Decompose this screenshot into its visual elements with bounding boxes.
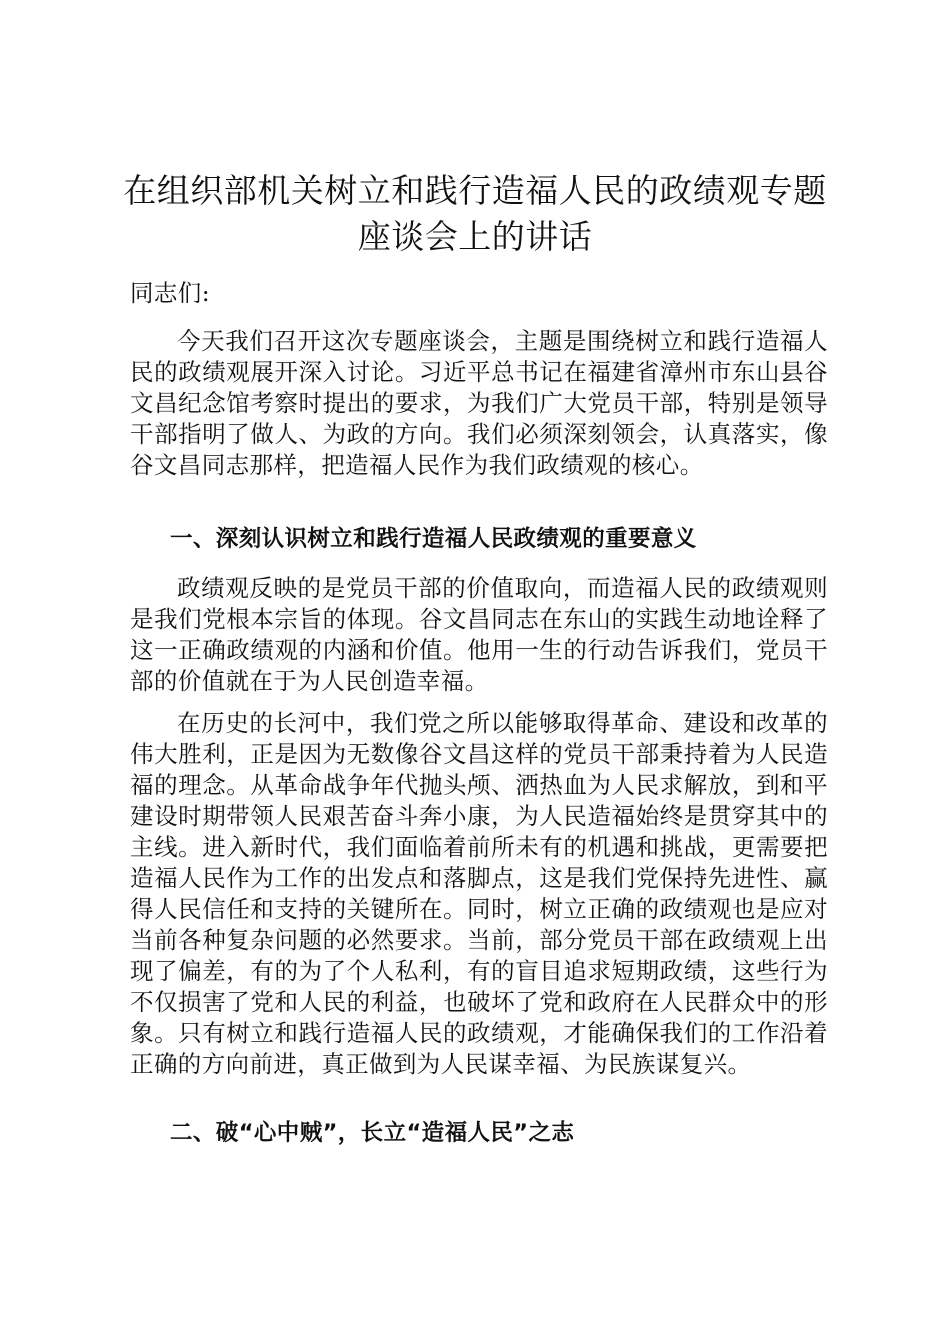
section-heading-1: 一、深刻认识树立和践行造福人民政绩观的重要意义 bbox=[170, 526, 697, 552]
section-heading-2: 二、破“心中贼”，长立“造福人民”之志 bbox=[170, 1120, 575, 1146]
salutation: 同志们: bbox=[130, 279, 211, 307]
document-title: 在组织部机关树立和践行造福人民的政绩观专题座谈会上的讲话 bbox=[123, 171, 827, 256]
paragraph-section1-2: 在历史的长河中，我们党之所以能够取得革命、建设和改革的伟大胜利，正是因为无数像谷文昌这样的党员干部秉持着为人民造福的理念。从革命战争年代抛头颅、洒热血为人民求解放，到和平建设时期带领人民艰苦奋斗奔小康，为人民造福始终是贯穿其中的主线。进入新时代，我们面临着前所未有的机遇和挑战，更需要把造福人民作为工作的出发点和落脚点，这是我们党保持先进性、赢得人民信任和支持的关键所在。同时，树立正确的政绩观也是应对当前各种复杂问题的必然要求。当前，部分党员干部在政绩观上出现了偏差，有的为了个人私利，有的盲目追求短期政绩，这些行为不仅损害了党和人民的利益，也破坏了党和政府在人民群众中的形象。只有树立和践行造福人民的政绩观，才能确保我们的工作沿着正确的方向前进，真正做到为人民谋幸福、为民族谋复兴。 bbox=[130, 709, 828, 1078]
paragraph-section1-1: 政绩观反映的是党员干部的价值取向，而造福人民的政绩观则是我们党根本宗旨的体现。谷文昌同志在东山的实践生动地诠释了这一正确政绩观的内涵和价值。他用一生的行动告诉我们，党员干部的价值就在于为人民创造幸福。 bbox=[130, 574, 828, 695]
paragraph-intro: 今天我们召开这次专题座谈会，主题是围绕树立和践行造福人民的政绩观展开深入讨论。习近平总书记在福建省漳州市东山县谷文昌纪念馆考察时提出的要求，为我们广大党员干部，特别是领导干部指明了做人、为政的方向。我们必须深刻领会，认真落实，像谷文昌同志那样，把造福人民作为我们政绩观的核心。 bbox=[130, 327, 828, 479]
